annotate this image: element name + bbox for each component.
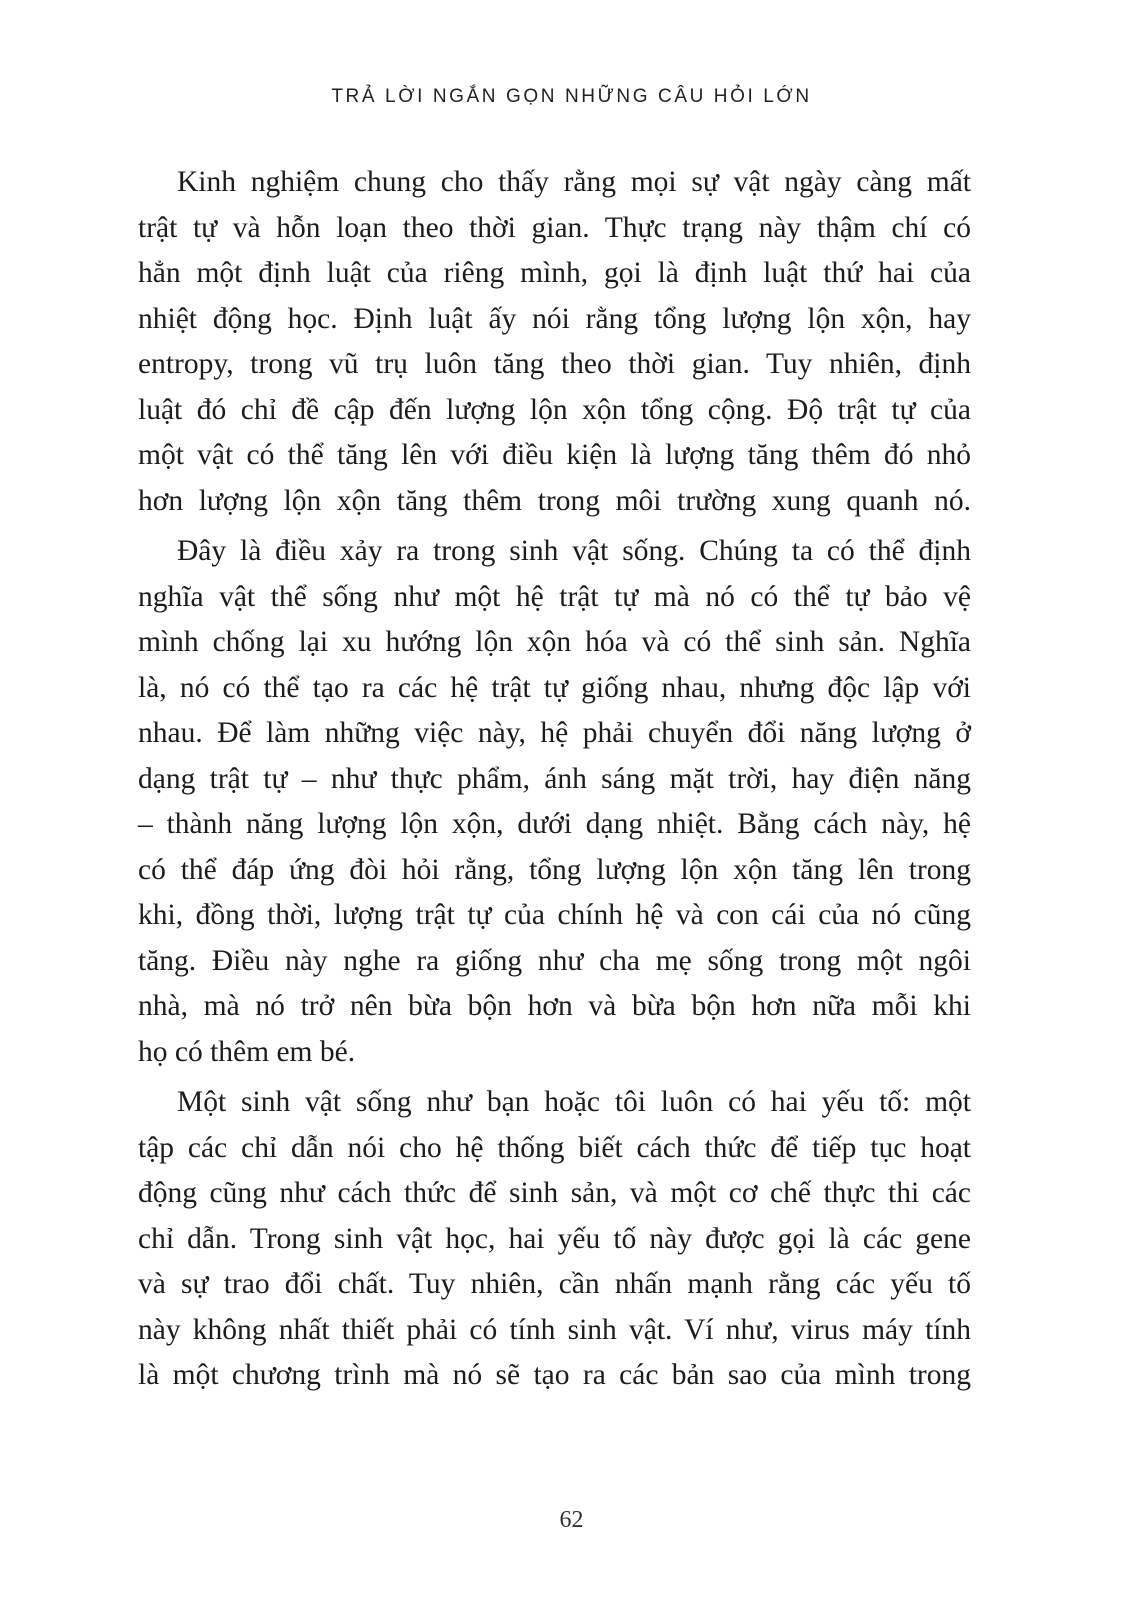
text-line: một vật có thể tăng lên với điều kiện là lượng tăng thêm đó nhỏ xyxy=(138,439,971,471)
text-line: và sự trao đổi chất. Tuy nhiên, cần nhấn mạnh rằng các yếu tố xyxy=(138,1268,971,1300)
paragraph-2 xyxy=(138,529,971,1075)
text-line: hẳn một định luật của riêng mình, gọi là định luật thứ hai của xyxy=(138,257,971,289)
text-line: tập các chỉ dẫn nói cho hệ thống biết cách thức để tiếp tục hoạt xyxy=(138,1131,971,1164)
text-line: trật tự và hỗn loạn theo thời gian. Thực trạng này thậm chí có xyxy=(138,211,971,244)
text-line: Kinh nghiệm chung cho thấy rằng mọi sự vật ngày càng mất xyxy=(177,166,971,198)
running-head: TRẢ LỜI NGẮN GỌN NHỮNG CÂU HỎI LỚN xyxy=(331,86,812,107)
text-line: – thành năng lượng lộn xộn, dưới dạng nhiệt. Bằng cách này, hệ xyxy=(138,808,971,840)
text-line: nhà, mà nó trở nên bừa bộn hơn và bừa bộn hơn nữa mỗi khi xyxy=(138,990,971,1022)
text-line: có thể đáp ứng đòi hỏi rằng, tổng lượng lộn xộn tăng lên trong xyxy=(138,853,971,886)
text-line: nhau. Để làm những việc này, hệ phải chuyển đổi năng lượng ở xyxy=(138,717,971,749)
text-line: luật đó chỉ đề cập đến lượng lộn xộn tổng cộng. Độ trật tự của xyxy=(138,393,971,426)
text-line: chỉ dẫn. Trong sinh vật học, hai yếu tố này được gọi là các gene xyxy=(138,1222,971,1255)
text-line: tăng. Điều này nghe ra giống như cha mẹ sống trong một ngôi xyxy=(138,944,971,977)
page-number: 62 xyxy=(559,1507,584,1533)
text-line: động cũng như cách thức để sinh sản, và một cơ chế thực thi các xyxy=(138,1177,971,1209)
text-line: nhiệt động học. Định luật ấy nói rằng tổng lượng lộn xộn, hay xyxy=(138,302,971,335)
text-line: dạng trật tự – như thực phẩm, ánh sáng mặt trời, hay điện năng xyxy=(138,762,971,795)
text-line: mình chống lại xu hướng lộn xộn hóa và có thể sinh sản. Nghĩa xyxy=(138,626,971,658)
text-line: họ có thêm em bé. xyxy=(138,1035,356,1068)
text-line: khi, đồng thời, lượng trật tự của chính hệ và con cái của nó cũng xyxy=(138,899,971,931)
text-line: entropy, trong vũ trụ luôn tăng theo thời gian. Tuy nhiên, định xyxy=(138,348,971,380)
paragraph-3 xyxy=(138,1080,971,1399)
text-line: này không nhất thiết phải có tính sinh vật. Ví như, virus máy tính xyxy=(138,1313,971,1346)
text-line: là, nó có thể tạo ra các hệ trật tự giống nhau, nhưng độc lập với xyxy=(138,671,971,704)
body-text xyxy=(138,160,971,1404)
text-line: nghĩa vật thể sống như một hệ trật tự mà nó có thể tự bảo vệ xyxy=(138,580,971,613)
text-line: là một chương trình mà nó sẽ tạo ra các bản sao của mình trong xyxy=(138,1359,971,1391)
text-line: hơn lượng lộn xộn tăng thêm trong môi trường xung quanh nó. xyxy=(138,484,971,517)
paragraph-1 xyxy=(138,160,971,524)
text-line: Một sinh vật sống như bạn hoặc tôi luôn có hai yếu tố: một xyxy=(177,1086,971,1118)
text-line: Đây là điều xảy ra trong sinh vật sống. Chúng ta có thể định xyxy=(177,535,971,567)
